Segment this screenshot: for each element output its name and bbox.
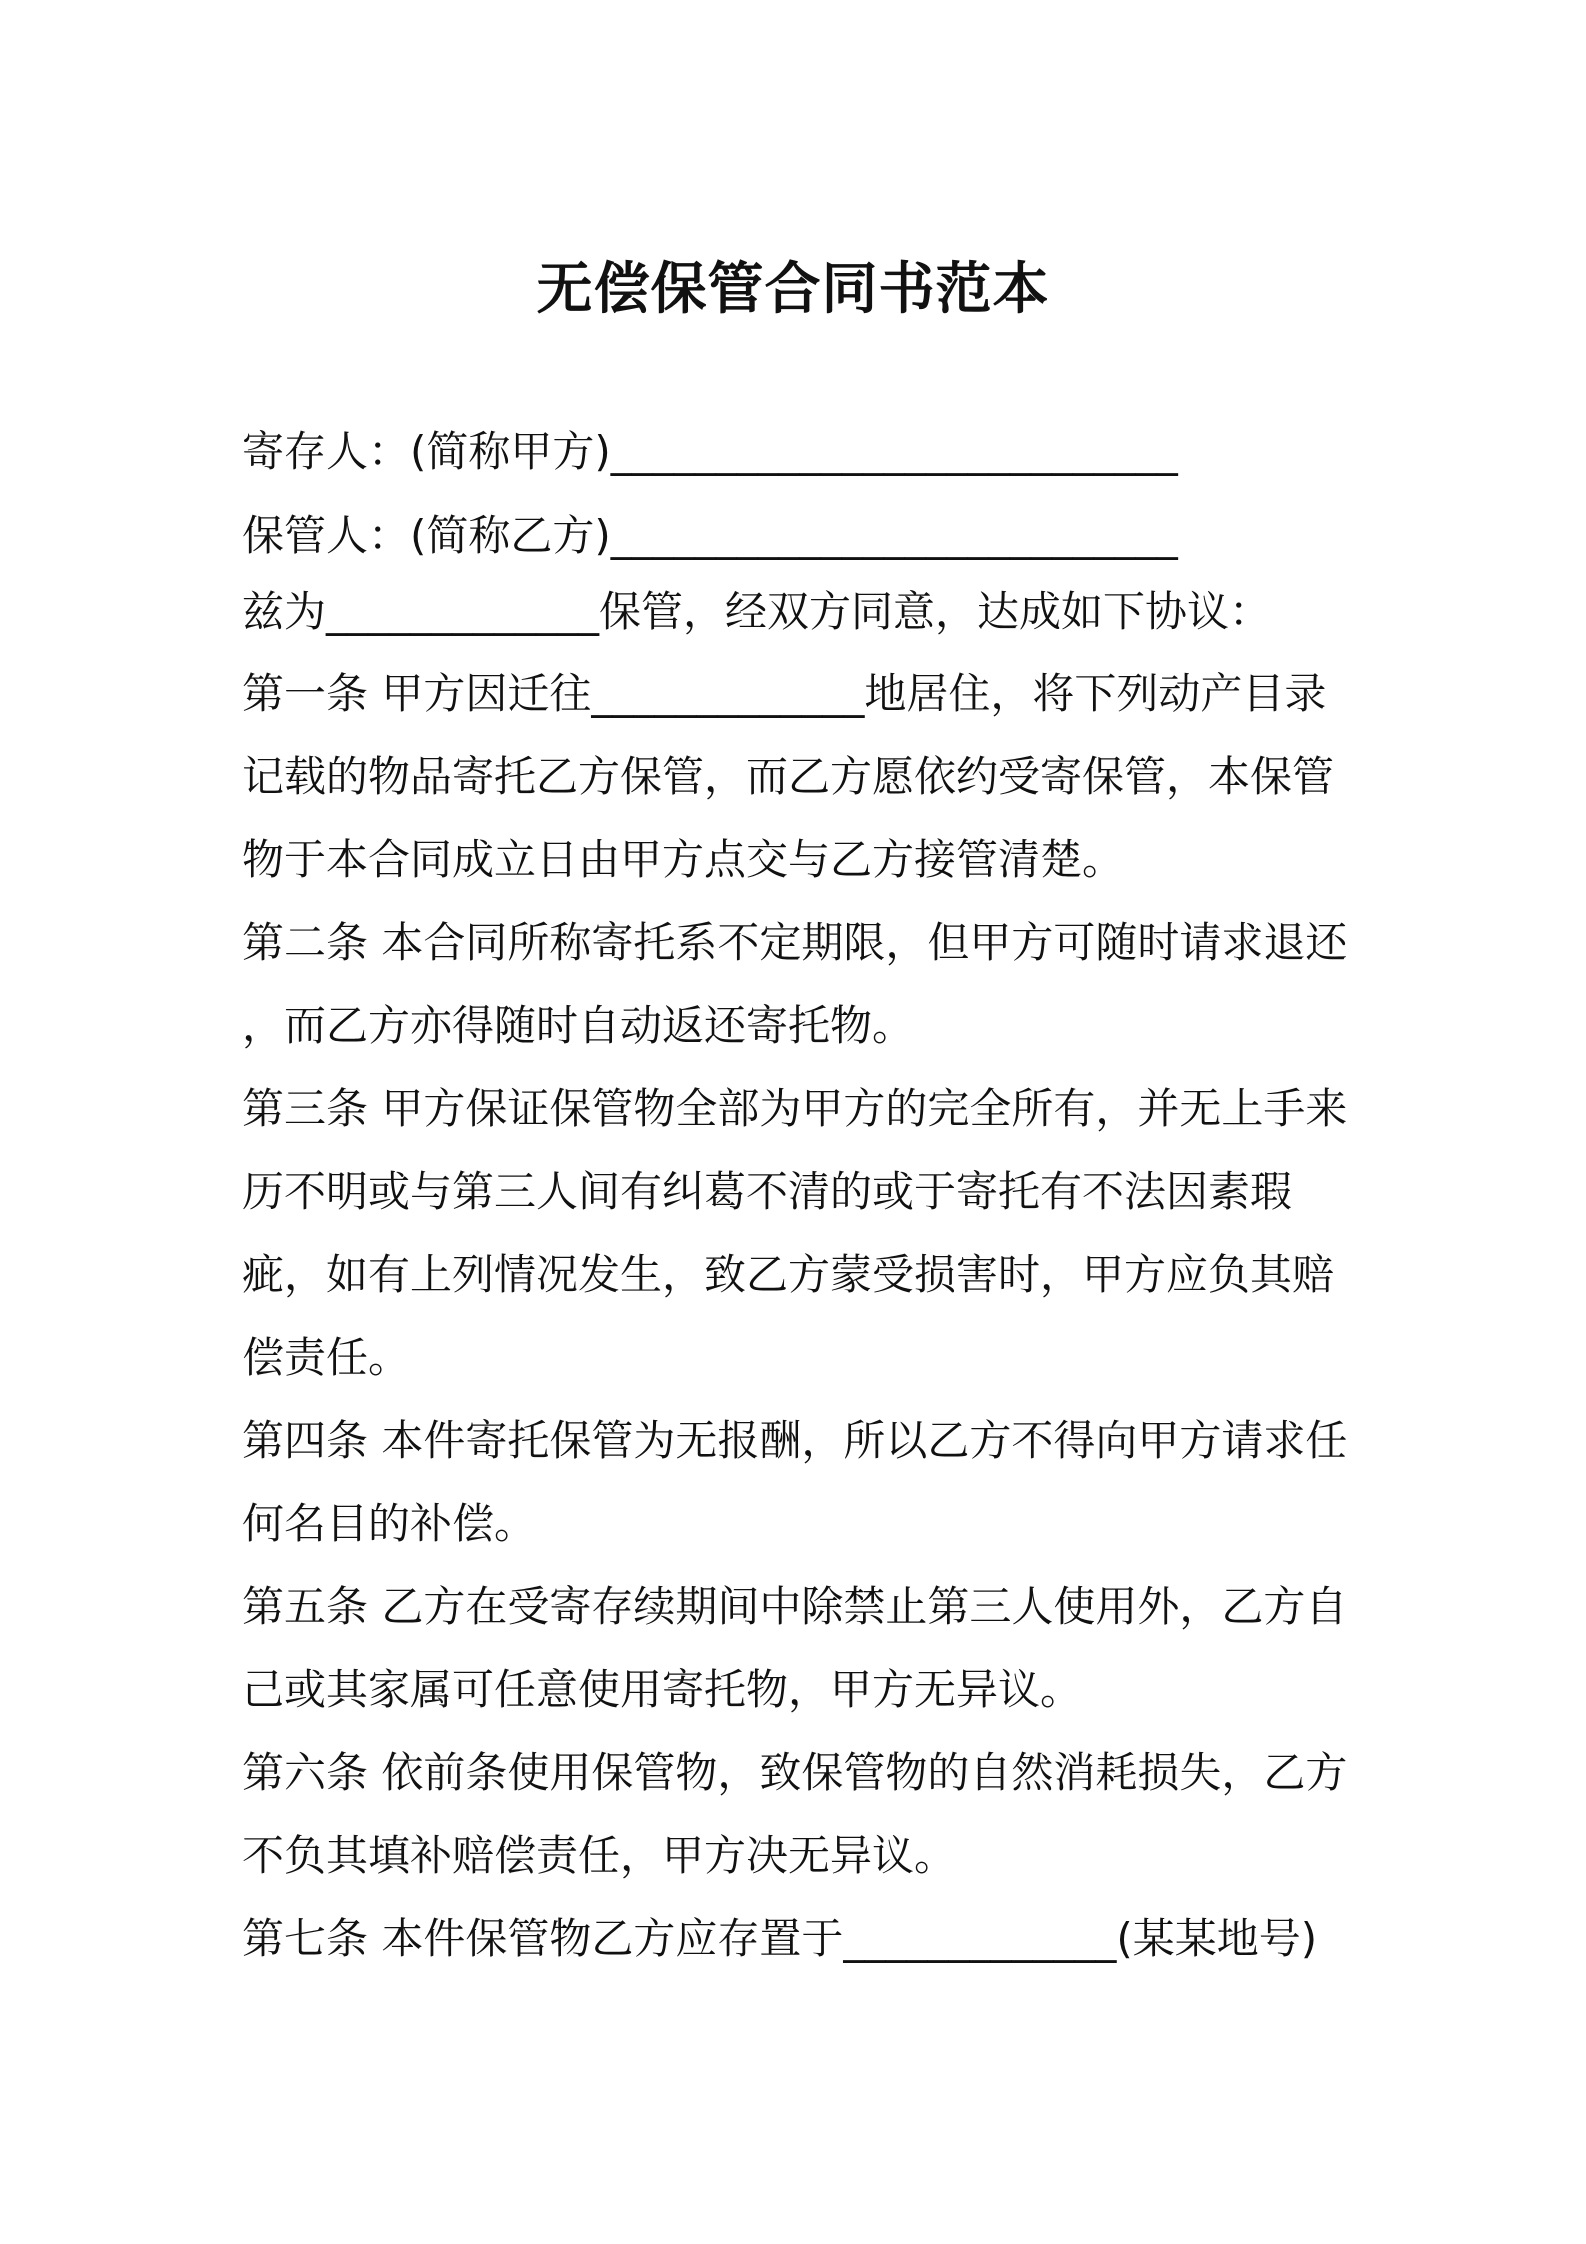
- article-6-line-2: 不负其填补赔偿责任，甲方决无异议。: [242, 1831, 957, 1880]
- depositor-line: 寄存人：(简称甲方)___________________________: [242, 427, 1178, 476]
- article-3-line-3: 疵，如有上列情况发生，致乙方蒙受损害时，甲方应负其赔: [242, 1250, 1335, 1299]
- article-1-line-1: 第一条 甲方因迁往_____________地居住，将下列动产目录: [242, 669, 1327, 718]
- article-3-line-2: 历不明或与第三人间有纠葛不清的或于寄托有不法因素瑕: [242, 1167, 1293, 1216]
- article-1-line-3: 物于本合同成立日由甲方点交与乙方接管清楚。: [242, 835, 1125, 884]
- article-5-line-1: 第五条 乙方在受寄存续期间中除禁止第三人使用外，乙方自: [242, 1582, 1348, 1631]
- custodian-line: 保管人：(简称乙方)___________________________: [242, 511, 1178, 560]
- article-4-line-2: 何名目的补偿。: [242, 1499, 537, 1548]
- article-2-line-1: 第二条 本合同所称寄托系不定期限，但甲方可随时请求退还: [242, 918, 1348, 967]
- article-6-line-1: 第六条 依前条使用保管物，致保管物的自然消耗损失，乙方: [242, 1748, 1348, 1797]
- article-1-line-2: 记载的物品寄托乙方保管，而乙方愿依约受寄保管，本保管: [242, 752, 1335, 801]
- article-5-line-2: 己或其家属可任意使用寄托物，甲方无异议。: [242, 1665, 1083, 1714]
- article-2-line-2: ，而乙方亦得随时自动返还寄托物。: [242, 1001, 915, 1050]
- article-7-line-1: 第七条 本件保管物乙方应存置于_____________(某某地号): [242, 1914, 1318, 1963]
- article-4-line-1: 第四条 本件寄托保管为无报酬，所以乙方不得向甲方请求任: [242, 1416, 1348, 1465]
- document-title: 无偿保管合同书范本: [536, 257, 1050, 322]
- preamble-line: 兹为_____________保管，经双方同意，达成如下协议：: [242, 587, 1272, 636]
- article-3-line-1: 第三条 甲方保证保管物全部为甲方的完全所有，并无上手来: [242, 1084, 1348, 1133]
- article-3-line-4: 偿责任。: [242, 1333, 411, 1382]
